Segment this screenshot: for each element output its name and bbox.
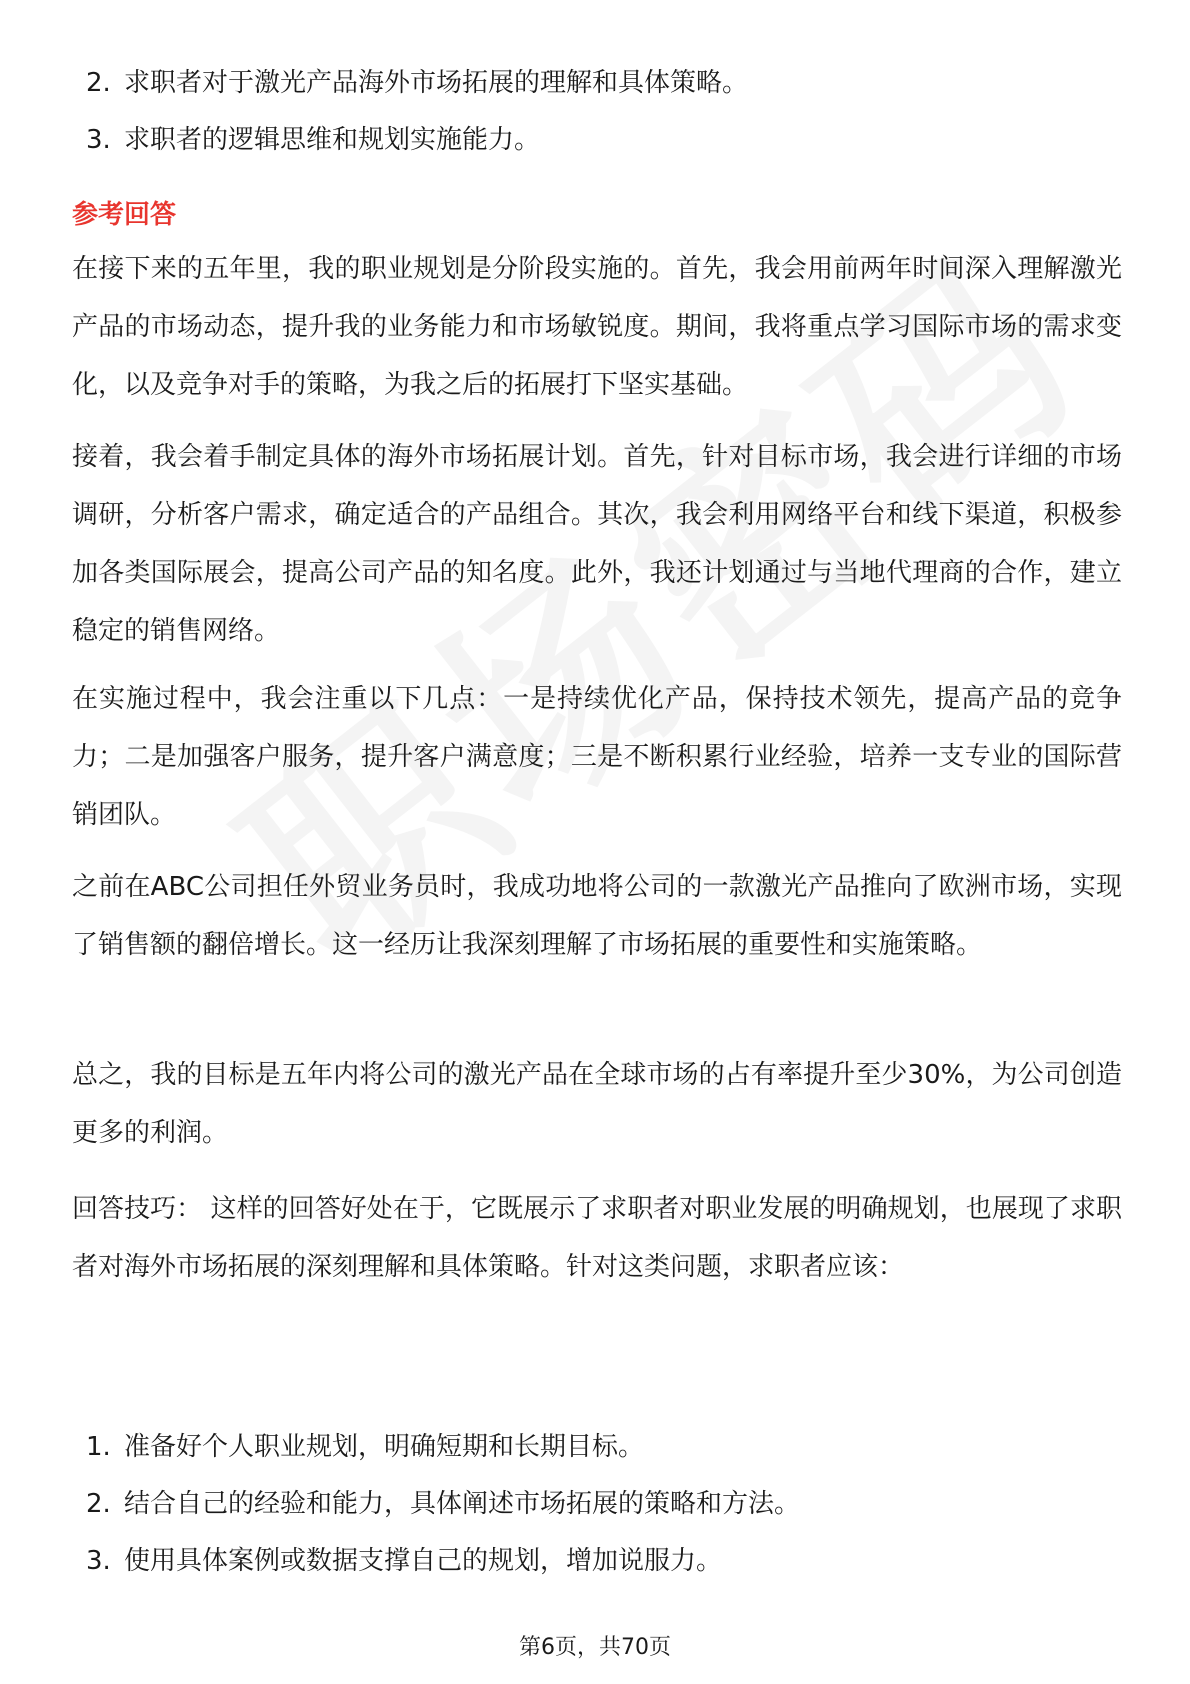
- list-item: [72, 125, 748, 155]
- paragraph: 接着，我会着手制定具体的海外市场拓展计划。首先，针对目标市场，我会进行详细的市场调研，分析客户需求，确定适合的产品组合。其次，我会利用网络平台和线下渠道，积极参加各类国际展会，提高公司产品的知名度。此外，我还计划通过与当地代理商的合作，建立稳定的销售网络。: [72, 442, 1122, 646]
- list-text: 求职者的逻辑思维和规划实施能力。: [124, 125, 541, 155]
- list-text: 使用具体案例或数据支撑自己的规划，增加说服力。: [124, 1546, 723, 1576]
- paragraph: 之前在ABC公司担任外贸业务员时，我成功地将公司的一款激光产品推向了欧洲市场，实现了销售额的翻倍增长。这一经历让我深刻理解了市场拓展的重要性和实施策略。: [72, 872, 1122, 960]
- list-item: [72, 1489, 800, 1519]
- paragraph: 在实施过程中，我会注重以下几点：一是持续优化产品，保持技术领先，提高产品的竞争力；二是加强客户服务，提升客户满意度；三是不断积累行业经验，培养一支专业的国际营销团队。: [72, 684, 1122, 830]
- answer-tips-paragraph: 回答技巧： 这样的回答好处在于，它既展示了求职者对职业发展的明确规划，也展现了求职者对海外市场拓展的深刻理解和具体策略。针对这类问题，求职者应该：: [72, 1194, 1122, 1282]
- list-text: 结合自己的经验和能力，具体阐述市场拓展的策略和方法。: [124, 1489, 801, 1519]
- paragraph: 总之，我的目标是五年内将公司的激光产品在全球市场的占有率提升至少30%，为公司创造更多的利润。: [72, 1060, 1122, 1148]
- list-number: 2.: [86, 68, 111, 98]
- criteria-list: [72, 68, 748, 182]
- list-item: [72, 68, 748, 98]
- list-number: 2.: [86, 1489, 111, 1519]
- tips-list: [72, 1432, 800, 1603]
- list-text: 准备好个人职业规划，明确短期和长期目标。: [124, 1432, 645, 1462]
- section-heading: 参考回答: [72, 200, 177, 230]
- paragraph: 在接下来的五年里，我的职业规划是分阶段实施的。首先，我会用前两年时间深入理解激光产品的市场动态，提升我的业务能力和市场敏锐度。期间，我将重点学习国际市场的需求变化，以及竞争对手的策略，为我之后的拓展打下坚实基础。: [72, 254, 1122, 400]
- list-item: [72, 1546, 800, 1576]
- list-number: 1.: [86, 1432, 111, 1462]
- list-text: 求职者对于激光产品海外市场拓展的理解和具体策略。: [124, 68, 749, 98]
- list-number: 3.: [86, 1546, 111, 1576]
- page-footer: 第6页，共70页: [519, 1635, 671, 1660]
- list-number: 3.: [86, 125, 111, 155]
- list-item: [72, 1432, 800, 1462]
